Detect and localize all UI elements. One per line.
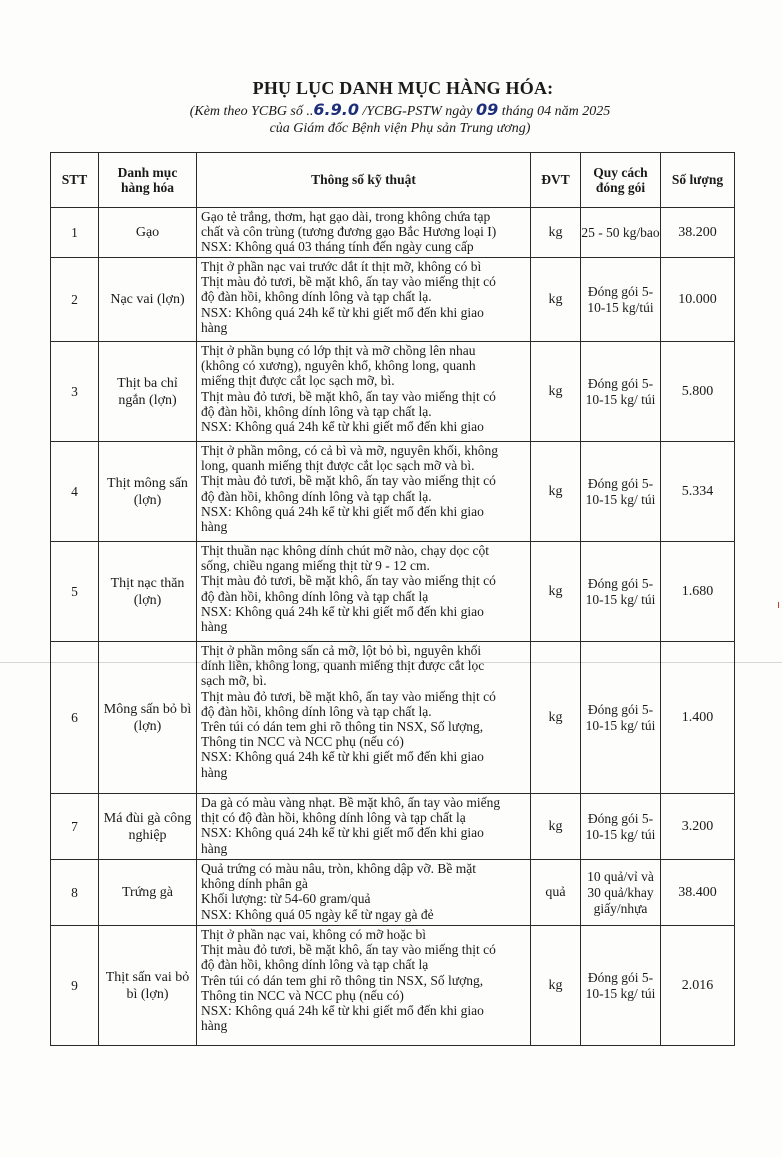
spec-line: độ đàn hồi, không dính lông và tạp chất lạ. [201, 289, 432, 305]
spec-line: NSX: Không quá 24h kể từ khi giết mổ đến khi giao [201, 603, 484, 619]
row-qty: 1.680 [661, 542, 735, 642]
spec-line: hàng [201, 764, 228, 780]
row-stt: 9 [51, 926, 99, 1046]
spec-line: dính liền, không long, quanh miếng thịt được cắt lọc [201, 658, 485, 674]
spec-line: Thịt màu đỏ tươi, bề mặt khô, ấn tay vào miếng thịt có [201, 388, 496, 404]
row-name: Mông sấn bỏ bì (lợn) [99, 642, 197, 794]
spec-line: Khối lượng: từ 54-60 gram/quả [201, 891, 371, 907]
row-stt: 8 [51, 860, 99, 926]
row-stt: 2 [51, 258, 99, 342]
table-header-row [51, 153, 735, 208]
spec-line: Thịt ở phần mông, có cả bì và mỡ, nguyên khối, không [201, 443, 498, 458]
row-name: Má đùi gà công nghiệp [99, 794, 197, 860]
row-qty: 3.200 [661, 794, 735, 860]
spec-line: NSX: Không quá 24h kể từ khi giết mổ đến khi giao [201, 749, 484, 765]
row-spec [197, 542, 531, 642]
spec-line: độ đàn hồi, không dính lông và tạp chất lạ [201, 588, 429, 604]
row-spec [197, 342, 531, 442]
document-title: PHỤ LỤC DANH MỤC HÀNG HÓA: [252, 78, 554, 98]
margin-mark: ı [776, 598, 780, 611]
table-row [51, 794, 735, 860]
spec-line: Thịt thuần nạc không dính chút mỡ nào, chạy dọc cột [201, 543, 489, 558]
header-spec: Thông số kỹ thuật [197, 153, 531, 208]
row-pack: Đóng gói 5-10-15 kg/ túi [581, 642, 661, 794]
row-unit: kg [531, 542, 581, 642]
row-name: Trứng gà [99, 860, 197, 926]
spec-line: NSX: Không quá 05 ngày kể từ ngay gà đẻ [201, 906, 434, 922]
row-pack: 25 - 50 kg/bao [581, 208, 661, 258]
row-unit: kg [531, 642, 581, 794]
row-spec [197, 208, 531, 258]
row-spec [197, 860, 531, 926]
row-name: Gạo [99, 208, 197, 258]
row-spec [197, 258, 531, 342]
spec-line: Da gà có màu vàng nhạt. Bề mặt khô, ấn tay vào miếng [201, 795, 501, 810]
spec-line: NSX: Không quá 24h kể từ khi giết mổ đến khi giao [201, 1003, 484, 1019]
spec-line: Thịt màu đỏ tươi, bề mặt khô, ấn tay vào miếng thịt có [201, 473, 496, 489]
spec-line: Thịt màu đỏ tươi, bề mặt khô, ấn tay vào miếng thịt có [201, 573, 496, 589]
row-name: Thịt nạc thăn (lợn) [99, 542, 197, 642]
row-spec [197, 642, 531, 794]
row-qty: 10.000 [661, 258, 735, 342]
row-unit: quả [531, 860, 581, 926]
table-row [51, 208, 735, 258]
spec-line: Thịt ở phần nạc vai, không có mỡ hoặc bì [201, 927, 426, 942]
row-unit: kg [531, 208, 581, 258]
spec-line: NSX: Không quá 24h kể từ khi giết mổ đến khi giao [201, 503, 484, 519]
row-unit: kg [531, 794, 581, 860]
row-pack: Đóng gói 5-10-15 kg/ túi [581, 342, 661, 442]
table-row [51, 258, 735, 342]
row-unit: kg [531, 342, 581, 442]
row-stt: 1 [51, 208, 99, 258]
row-unit: kg [531, 258, 581, 342]
row-stt: 7 [51, 794, 99, 860]
spec-line: độ đàn hồi, không dính lông và tạp chất lạ. [201, 488, 432, 504]
handwritten-doc-number: 6.9.0 [313, 100, 359, 119]
spec-line: NSX: Không quá 24h kể từ khi giết mổ đến khi giao [201, 419, 484, 435]
header-name: Danh mục hàng hóa [99, 153, 197, 208]
spec-line: hàng [201, 619, 228, 635]
spec-line: sống, chiều ngang miếng thịt từ 9 - 12 cm. [201, 558, 430, 574]
header-qty: Số lượng [661, 153, 735, 208]
row-name: Nạc vai (lợn) [99, 258, 197, 342]
spec-line: Thịt màu đỏ tươi, bề mặt khô, ấn tay vào miếng thịt có [201, 274, 496, 290]
spec-line: NSX: Không quá 24h kể từ khi giết mổ đến khi giao [201, 304, 484, 320]
row-pack: 10 quả/vỉ và 30 quả/khay giấy/nhựa [581, 860, 661, 926]
row-qty: 5.334 [661, 442, 735, 542]
document-subtitle-line2: của Giám đốc Bệnh viện Phụ sản Trung ương) [269, 121, 531, 136]
table-row [51, 642, 735, 794]
spec-line: thịt có độ đàn hồi, không dính lông và tạp chất lạ [201, 810, 466, 826]
row-stt: 6 [51, 642, 99, 794]
table-row [51, 926, 735, 1046]
goods-table [50, 152, 735, 1046]
row-unit: kg [531, 926, 581, 1046]
row-qty: 2.016 [661, 926, 735, 1046]
row-pack: Đóng gói 5-10-15 kg/túi [581, 258, 661, 342]
row-qty: 1.400 [661, 642, 735, 794]
row-unit: kg [531, 442, 581, 542]
row-qty: 38.400 [661, 860, 735, 926]
spec-line: không dính phân gà [201, 876, 308, 892]
spec-line: Trên túi có dán tem ghi rõ thông tin NSX, Số lượng, [201, 972, 484, 988]
spec-line: độ đàn hồi, không dính lông và tạp chất lạ. [201, 703, 432, 719]
spec-line: sạch mỡ, bì. [201, 673, 267, 689]
row-name: Thịt ba chỉ ngắn (lợn) [99, 342, 197, 442]
spec-line: Thịt màu đỏ tươi, bề mặt khô, ấn tay vào miếng thịt có [201, 942, 496, 958]
spec-line: Gạo tẻ trắng, thơm, hạt gạo dài, trong không chứa tạp [201, 209, 491, 224]
table-row [51, 542, 735, 642]
row-pack: Đóng gói 5-10-15 kg/ túi [581, 794, 661, 860]
spec-line: độ đàn hồi, không dính lông và tạp chất lạ [201, 957, 429, 973]
spec-line: độ đàn hồi, không dính lông và tạp chất lạ. [201, 403, 432, 419]
spec-line: miếng thịt được cắt lọc sạch mỡ, bì. [201, 373, 395, 389]
spec-line: Thịt ở phần bụng có lớp thịt và mỡ chồng lên nhau [201, 343, 476, 358]
spec-line: hàng [201, 840, 228, 856]
row-pack: Đóng gói 5-10-15 kg/ túi [581, 442, 661, 542]
document-subtitle [0, 101, 782, 120]
spec-line: hàng [201, 319, 228, 335]
subtitle-suffix: tháng 04 năm 2025 [498, 104, 611, 119]
row-name: Thịt mông sấn (lợn) [99, 442, 197, 542]
spec-line: hàng [201, 519, 228, 535]
subtitle-prefix: (Kèm theo YCBG số .. [189, 104, 314, 119]
spec-line: Thịt ở phần mông sấn cả mỡ, lột bỏ bì, nguyên khối [201, 643, 482, 658]
table-row [51, 860, 735, 926]
spec-line: Trên túi có dán tem ghi rõ thông tin NSX, Số lượng, [201, 719, 484, 735]
spec-line: Thông tin NCC và NCC phụ (nếu có) [201, 987, 404, 1003]
spec-line: Thịt ở phần nạc vai trước dắt ít thịt mỡ, không có bì [201, 259, 482, 274]
spec-line: Thông tin NCC và NCC phụ (nếu có) [201, 734, 404, 750]
row-qty: 38.200 [661, 208, 735, 258]
row-stt: 4 [51, 442, 99, 542]
row-stt: 3 [51, 342, 99, 442]
row-qty: 5.800 [661, 342, 735, 442]
document-header [0, 78, 782, 137]
header-stt: STT [51, 153, 99, 208]
row-name: Thịt sấn vai bỏ bì (lợn) [99, 926, 197, 1046]
row-spec [197, 442, 531, 542]
subtitle-middle: /YCBG-PSTW ngày [358, 104, 477, 119]
row-pack: Đóng gói 5-10-15 kg/ túi [581, 542, 661, 642]
spec-line: chất và côn trùng (tương đương gạo Bắc Hương loại I) [201, 224, 497, 240]
row-stt: 5 [51, 542, 99, 642]
spec-line: Thịt màu đỏ tươi, bề mặt khô, ấn tay vào miếng thịt có [201, 688, 496, 704]
spec-line: (không có xương), nguyên khổ, không long, quanh [201, 358, 476, 374]
header-pack: Quy cách đóng gói [581, 153, 661, 208]
spec-line: Quả trứng có màu nâu, tròn, không dập vỡ. Bề mặt [201, 861, 477, 876]
spec-line: hàng [201, 1018, 228, 1034]
row-spec [197, 794, 531, 860]
spec-line: NSX: Không quá 03 tháng tính đến ngày cung cấp [201, 239, 474, 255]
handwritten-day: 09 [476, 100, 499, 119]
spec-line: long, quanh miếng thịt được cắt lọc sạch mỡ và bì. [201, 458, 475, 474]
row-pack: Đóng gói 5-10-15 kg/ túi [581, 926, 661, 1046]
row-spec [197, 926, 531, 1046]
header-unit: ĐVT [531, 153, 581, 208]
table-row [51, 342, 735, 442]
table-row [51, 442, 735, 542]
spec-line: NSX: Không quá 24h kể từ khi giết mổ đến khi giao [201, 825, 484, 841]
